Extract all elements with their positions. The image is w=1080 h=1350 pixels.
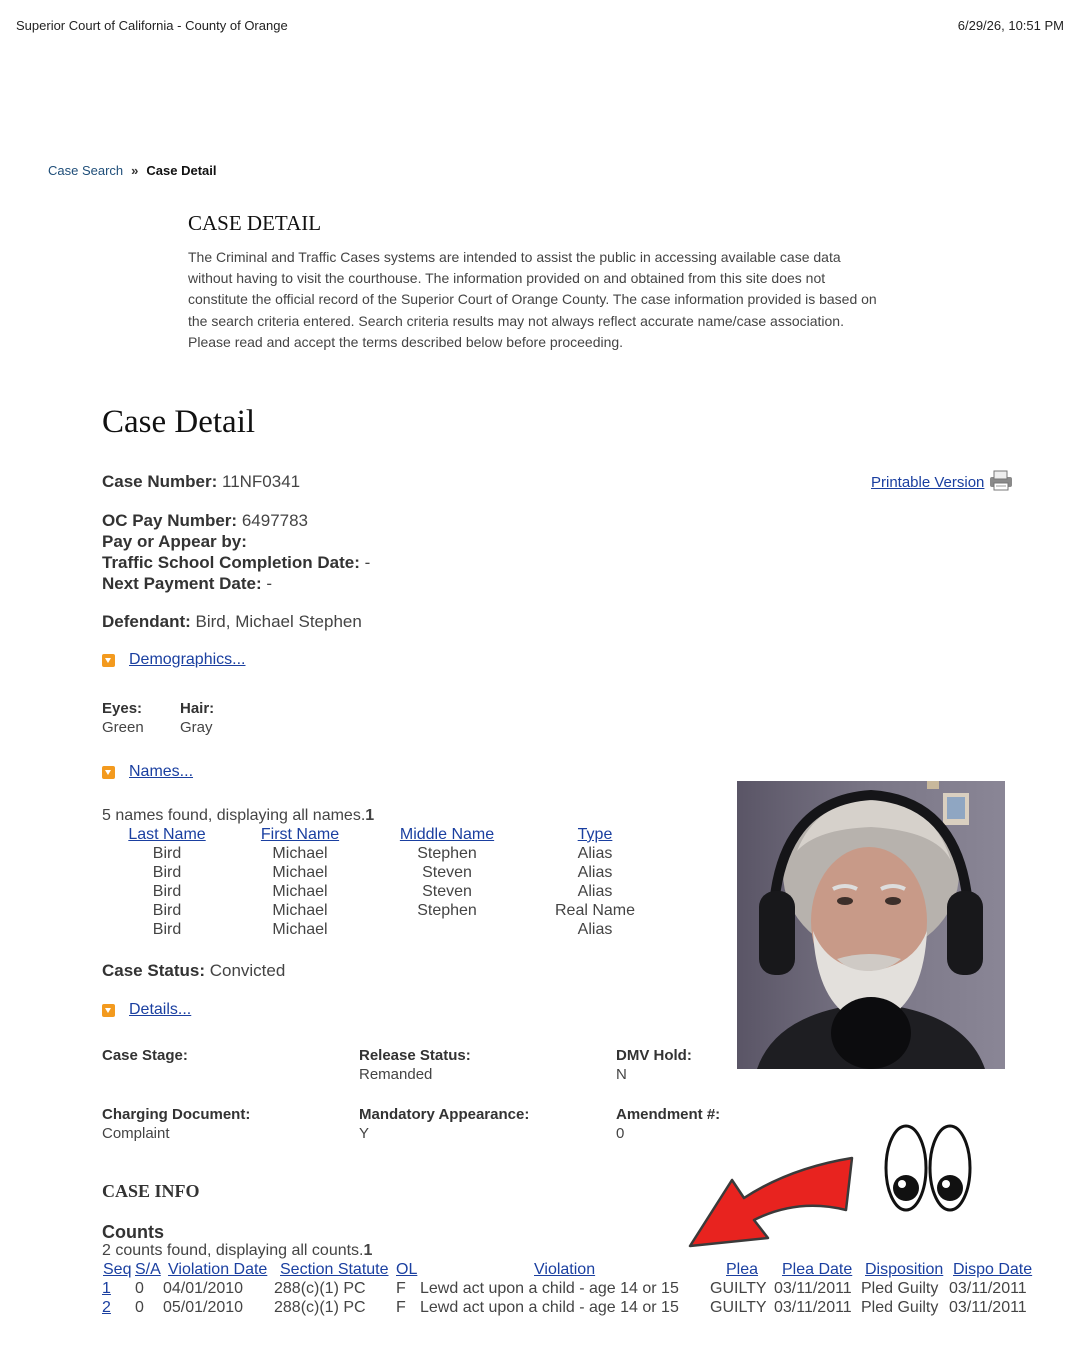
case-number-row: [102, 471, 300, 492]
names-cell: Michael: [272, 902, 328, 919]
counts-page[interactable]: 1: [363, 1242, 373, 1259]
charging-document-label: Charging Document:: [102, 1106, 251, 1123]
case-number-value: 11NF0341: [222, 472, 301, 491]
names-header-last-name[interactable]: Last Name: [128, 826, 206, 843]
traffic-school-value: -: [364, 553, 371, 572]
mandatory-appearance-label: Mandatory Appearance:: [359, 1106, 530, 1123]
page-title: Case Detail: [102, 404, 256, 440]
counts-cell: 03/11/2011: [774, 1280, 852, 1297]
eyes-field: [102, 699, 144, 737]
counts-header-seq[interactable]: Seq: [103, 1261, 132, 1278]
counts-header-violation-date[interactable]: Violation Date: [168, 1261, 268, 1278]
names-cell: Bird: [152, 864, 182, 881]
demographics-toggle[interactable]: [102, 651, 246, 669]
oc-pay-label: OC Pay Number:: [102, 511, 238, 530]
counts-cell: F: [396, 1280, 406, 1297]
counts-cell: F: [396, 1299, 406, 1316]
next-payment-label: Next Payment Date:: [102, 574, 262, 593]
printable-version-link[interactable]: Printable Version: [871, 474, 985, 491]
counts-cell: 03/11/2011: [949, 1280, 1027, 1297]
counts-header-ol[interactable]: OL: [396, 1261, 418, 1278]
counts-cell: 0: [135, 1280, 144, 1297]
counts-cell: 04/01/2010: [163, 1280, 244, 1297]
counts-cell: 03/11/2011: [949, 1299, 1027, 1316]
counts-header-violation[interactable]: Violation: [534, 1261, 596, 1278]
counts-header-dispo-date[interactable]: Dispo Date: [953, 1261, 1033, 1278]
dmv-hold-field: [616, 1046, 692, 1084]
names-cell: Bird: [152, 921, 182, 938]
breadcrumb-case-search[interactable]: Case Search: [48, 163, 124, 178]
defendant-photo: [737, 781, 1005, 1069]
names-cell: Alias: [577, 864, 613, 881]
names-cell: Michael: [272, 845, 328, 862]
case-status-row: [102, 960, 285, 981]
counts-cell: Pled Guilty: [861, 1280, 939, 1297]
names-cell: Steven: [422, 864, 472, 881]
pay-appear-label: Pay or Appear by:: [102, 532, 247, 551]
hair-label: Hair:: [180, 700, 215, 717]
hair-value: Gray: [180, 719, 213, 736]
next-payment-value: -: [266, 574, 273, 593]
names-toggle[interactable]: [102, 763, 193, 781]
counts-cell: 0: [135, 1299, 144, 1316]
defendant-row: [102, 611, 362, 632]
counts-summary: [102, 1242, 372, 1260]
details-link[interactable]: Details...: [129, 1001, 192, 1018]
counts-cell: Lewd act upon a child - age 14 or 15: [420, 1299, 679, 1316]
release-status-label: Release Status:: [359, 1047, 471, 1064]
names-header-first-name[interactable]: First Name: [260, 826, 340, 843]
eyes-value: Green: [102, 719, 144, 736]
browser-page-title: Superior Court of California - County of Orange: [16, 18, 288, 33]
case-info-heading: CASE INFO: [102, 1181, 200, 1201]
defendant-value: Bird, Michael Stephen: [195, 612, 362, 631]
names-cell: Stephen: [417, 845, 477, 862]
demographics-link[interactable]: Demographics...: [129, 651, 246, 668]
intro-text: The Criminal and Traffic Cases systems are intended to assist the public in accessing available case data without having to visit the courthouse. The information provided on and obtained from this site does not constitute the official record of the Superior Court of Orange County. The case information provided is based on the search criteria entered. Search criteria results may not always reflect accurate name/case association. Please read and accept the terms described below before proceeding.: [188, 249, 877, 350]
toggle-arrow-icon[interactable]: [102, 766, 115, 779]
names-cell: Bird: [152, 845, 182, 862]
intro-heading: CASE DETAIL: [188, 211, 322, 235]
case-status-label: Case Status:: [102, 961, 205, 980]
dmv-hold-label: DMV Hold:: [616, 1047, 692, 1064]
pay-block: [102, 510, 370, 594]
names-cell: Steven: [422, 883, 472, 900]
case-status-value: Convicted: [209, 961, 286, 980]
traffic-school-label: Traffic School Completion Date:: [102, 553, 360, 572]
release-status-field: [359, 1046, 471, 1084]
names-cell: Bird: [152, 902, 182, 919]
counts-cell: 288(c)(1) PC: [274, 1280, 366, 1297]
browser-timestamp: 6/29/26, 10:51 PM: [957, 18, 1064, 33]
defendant-label: Defendant:: [102, 612, 191, 631]
breadcrumb-separator: »: [131, 163, 139, 178]
counts-header-section-statute[interactable]: Section Statute: [280, 1261, 389, 1278]
names-summary: [102, 807, 374, 825]
release-status-value: Remanded: [359, 1066, 433, 1083]
names-header-middle-name[interactable]: Middle Name: [399, 826, 495, 843]
names-cell: Michael: [272, 921, 328, 938]
counts-cell: GUILTY: [710, 1299, 767, 1316]
count-seq-link[interactable]: 2: [102, 1299, 111, 1316]
printable-version[interactable]: [871, 468, 1014, 497]
dmv-hold-value: N: [616, 1066, 627, 1083]
printer-icon[interactable]: [988, 468, 1014, 497]
counts-cell: GUILTY: [710, 1280, 767, 1297]
charging-document-field: [102, 1105, 250, 1143]
amendment-label: Amendment #:: [616, 1106, 721, 1123]
arrow-annotation: [680, 1150, 860, 1254]
counts-cell: Lewd act upon a child - age 14 or 15: [420, 1280, 679, 1297]
toggle-arrow-icon[interactable]: [102, 654, 115, 667]
toggle-arrow-icon[interactable]: [102, 1004, 115, 1017]
names-cell: Michael: [272, 864, 328, 881]
counts-cell: Pled Guilty: [861, 1299, 939, 1316]
breadcrumb: [48, 163, 216, 178]
breadcrumb-current: Case Detail: [146, 163, 217, 178]
eyes-emoji: [884, 1122, 976, 1214]
names-cell: Bird: [152, 883, 182, 900]
names-cell: Alias: [577, 845, 613, 862]
eyes-label: Eyes:: [102, 700, 143, 717]
names-link[interactable]: Names...: [129, 763, 194, 780]
names-cell: Michael: [272, 883, 328, 900]
names-summary-text: 5 names found, displaying all names.: [102, 807, 366, 824]
case-number-label: Case Number:: [102, 472, 218, 491]
amendment-field: [616, 1105, 720, 1143]
details-toggle[interactable]: [102, 1001, 191, 1019]
counts-cell: 288(c)(1) PC: [274, 1299, 366, 1316]
names-header-type[interactable]: Type: [577, 826, 613, 843]
amendment-value: 0: [616, 1125, 625, 1142]
counts-label: Counts: [102, 1222, 164, 1242]
counts-cell: 05/01/2010: [163, 1299, 244, 1316]
counts-cell: 03/11/2011: [774, 1299, 852, 1316]
counts-header-plea[interactable]: Plea: [726, 1261, 759, 1278]
case-stage-field: [102, 1046, 188, 1065]
names-cell: Alias: [577, 883, 613, 900]
counts-header-plea-date[interactable]: Plea Date: [782, 1261, 853, 1278]
names-cell: Stephen: [417, 902, 477, 919]
names-cell: Alias: [577, 921, 613, 938]
mandatory-appearance-value: Y: [359, 1125, 370, 1142]
hair-field: [180, 699, 214, 737]
counts-header-disposition[interactable]: Disposition: [865, 1261, 944, 1278]
charging-document-value: Complaint: [102, 1125, 170, 1142]
count-seq-link[interactable]: 1: [102, 1280, 111, 1297]
counts-header-s-a[interactable]: S/A: [135, 1261, 161, 1278]
names-page[interactable]: 1: [365, 807, 375, 824]
names-cell: Real Name: [554, 902, 636, 919]
oc-pay-value: 6497783: [241, 511, 309, 530]
mandatory-appearance-field: [359, 1105, 529, 1143]
case-stage-label: Case Stage:: [102, 1047, 188, 1064]
counts-summary-text: 2 counts found, displaying all counts.: [102, 1242, 364, 1259]
